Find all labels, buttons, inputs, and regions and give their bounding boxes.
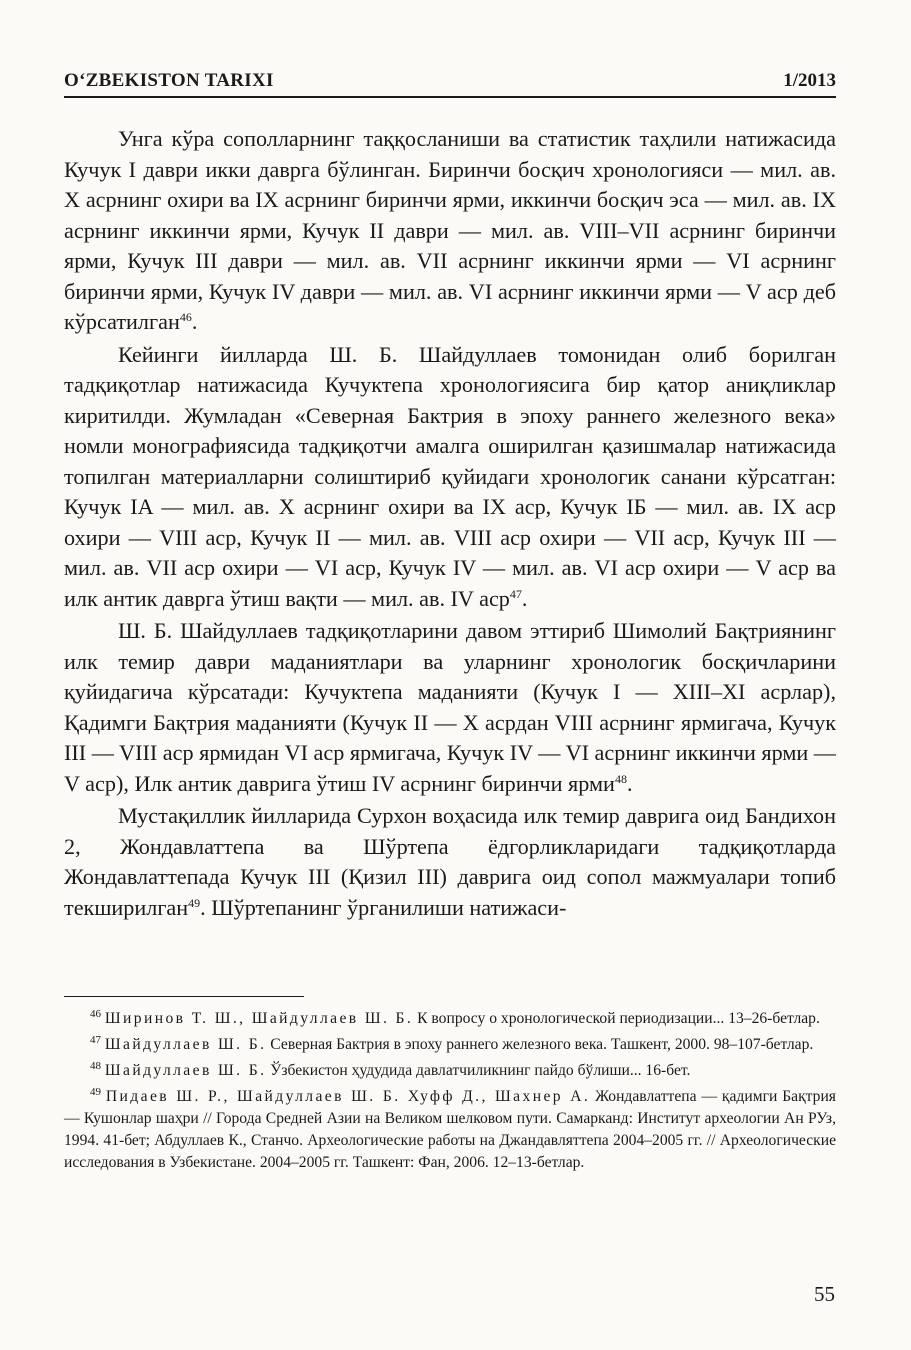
footnote-text: Ўзбекистон ҳудудида давлатчиликнинг пайдо бўлиши... 16-бет. [266,1062,691,1079]
footnote-47 [64,1034,836,1056]
footnote-number: 46 [90,1008,101,1020]
journal-title: O‘ZBEKISTON TARIXI [64,70,274,91]
paragraph-text: Ш. Б. Шайдуллаев тадқиқотларини давом эттириб Шимолий Бақтриянинг илк темир даври маданиятлари ва уларнинг хронологик босқичларини қуйидагича кўрсатади: Кучуктепа маданияти (Кучук I — XIII–XI асрлар), Қадимги Бақтрия маданияти (Кучук II — X асрдан VIII асрнинг ярмигача, Кучук III — VIII аср ярмидан VI аср ярмигача, Кучук IV — VI асрнинг иккинчи ярми — V аср), Илк антик даврига ўтиш IV асрнинг биринчи ярми [64,618,836,796]
footnote-49 [64,1086,836,1174]
paragraph-2 [64,340,836,615]
paragraph-4 [64,801,836,923]
paragraph-tail: . [626,770,633,796]
paragraph-tail: . [191,309,198,334]
footnote-number: 48 [90,1060,101,1072]
footnote-authors: Пидаев Ш. Р., Шайдуллаев Ш. Б. Хуфф Д., Шахнер А. [105,1088,591,1105]
paragraph-text: Мустақиллик йилларида Сурхон воҳасида илк темир даврига оид Бандихон 2, Жондавлаттепа ва Шўртепа ёдгорликларидаги тадқиқотларда Жондавлаттепада Кучук III (Қизил III) даврига оид сопол мажмуалари топиб текширилган [64,803,836,920]
footnote-divider [64,996,304,997]
main-text [64,124,836,925]
issue-number: 1/2013 [783,70,836,91]
footnote-46 [64,1008,836,1030]
footnotes [64,1008,836,1178]
paragraph-1 [64,124,836,338]
footnote-number: 49 [90,1086,101,1098]
footnote-ref[interactable]: 47 [509,586,522,601]
running-header [64,62,836,98]
paragraph-tail: . Шўртепанинг ўрганилиши натижаси- [200,894,567,920]
footnote-ref[interactable]: 48 [614,771,627,786]
footnote-authors: Шайдуллаев Ш. Б. [104,1036,267,1053]
footnote-authors: Шайдуллаев Ш. Б. [104,1062,267,1079]
paragraph-3 [64,616,836,799]
footnote-text: К вопросу о хронологической периодизации... 13–26-бетлар. [413,1010,820,1027]
footnote-text: Северная Бактрия в эпоху раннего железного века. Ташкент, 2000. 98–107-бетлар. [266,1036,814,1053]
footnote-text: Жондавлаттепа — қадимги Бақтрия — Кушонлар шаҳри // Города Средней Азии на Великом шелковом пути. Самарканд: Институт археологии Ан РУз, 1994. 41-бет; Абдуллаев К., Станчо. Археологические работы на Джандавляттепа 2004–2005 гг. // Археологические исследования в Узбекистане. 2004–2005 гг. Ташкент: Фан, 2006. 12–13-бетлар. [64,1088,836,1171]
footnote-ref[interactable]: 46 [179,310,192,324]
footnote-authors: Ширинов Т. Ш., Шайдуллаев Ш. Б. [104,1010,414,1027]
page-number: 55 [814,1282,835,1306]
footnote-ref[interactable]: 49 [188,895,201,910]
paragraph-tail: . [521,585,528,611]
footnote-48 [64,1060,836,1082]
footnote-number: 47 [90,1034,101,1046]
paragraph-text: Унга кўра сополларнинг таққосланиши ва статистик таҳлили натижасида Кучук I даври икки даврга бўлинган. Биринчи босқич хронологияси — мил. ав. X асрнинг охири ва IX асрнинг биринчи ярми, иккинчи босқич эса — мил. ав. IX асрнинг иккинчи ярми, Кучук II даври — мил. ав. VIII–VII асрнинг биринчи ярми, Кучук III даври — мил. ав. VII асрнинг иккинчи ярми — VI асрнинг биринчи ярми, Кучук IV даври — мил. ав. VI асрнинг иккинчи ярми — V аср деб кўрсатилган [64,126,836,334]
paragraph-text: Кейинги йилларда Ш. Б. Шайдуллаев томонидан олиб борилган тадқиқотлар натижасида Кучуктепа хронологиясига бир қатор аниқликлар киритилди. Жумладан «Северная Бактрия в эпоху раннего железного века» номли монографиясида тадқиқотчи амалга оширилган қазишмалар натижасида топилган материалларни солиштириб қуйидаги хронологик санани кўрсатган: Кучук IA — мил. ав. X асрнинг охири ва IX аср, Кучук IБ — мил. ав. IX аср охири — VIII аср, Кучук II — мил. ав. VIII аср охири — VII аср, Кучук III — мил. ав. VII аср охири — VI аср, Кучук IV — мил. ав. VI аср охири — V аср ва илк антик даврга ўтиш вақти — мил. ав. IV аср [64,341,836,611]
